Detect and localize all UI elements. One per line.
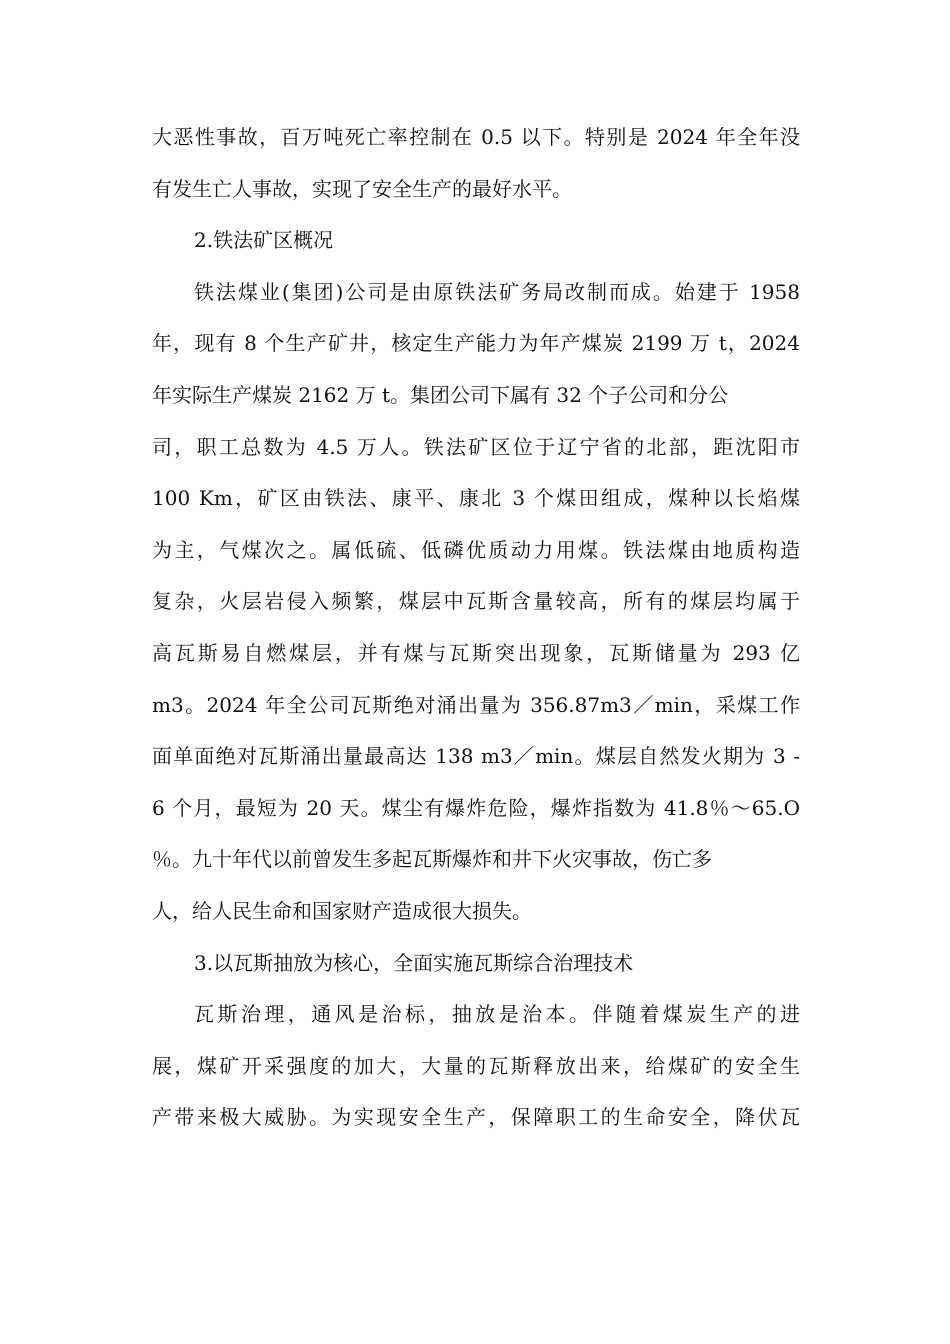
paragraph-line: 高瓦斯易自燃煤层，并有煤与瓦斯突出现象，瓦斯储量为 293 亿 — [152, 640, 800, 665]
section-heading: 3.以瓦斯抽放为核心，全面实施瓦斯综合治理技术 — [194, 950, 634, 975]
paragraph-line: 大恶性事故，百万吨死亡率控制在 0.5 以下。特别是 2024 年全年没 — [152, 125, 800, 149]
paragraph-line: 司，职工总数为 4.5 万人。铁法矿区位于辽宁省的北部，距沈阳市 — [152, 434, 800, 459]
paragraph-line: 有发生亡人事故，实现了安全生产的最好水平。 — [152, 176, 572, 201]
paragraph-line: 面单面绝对瓦斯涌出量最高达 138 m3／min。煤层自然发火期为 3 - — [152, 744, 800, 769]
paragraph-line: m3。2024 年全公司瓦斯绝对涌出量为 356.87m3／min，采煤工作 — [152, 692, 800, 717]
paragraph-line: 产带来极大威胁。为实现安全生产，保障职工的生命安全，降伏瓦 — [152, 1105, 800, 1130]
paragraph-line: 铁法煤业(集团)公司是由原铁法矿务局改制而成。始建于 1958 — [194, 279, 800, 304]
paragraph-line: 瓦斯治理，通风是治标，抽放是治本。伴随着煤炭生产的进 — [194, 1002, 800, 1027]
paragraph-line: 人，给人民生命和国家财产造成很大损失。 — [152, 898, 532, 923]
document-body — [152, 112, 800, 1144]
paragraph-line: 展，煤矿开采强度的加大，大量的瓦斯释放出来，给煤矿的安全生 — [152, 1053, 800, 1078]
paragraph-line: 复杂，火层岩侵入频繁，煤层中瓦斯含量较高，所有的煤层均属于 — [152, 589, 800, 614]
paragraph-line: 年，现有 8 个生产矿井，核定生产能力为年产煤炭 2199 万 t，2024 — [152, 331, 800, 356]
paragraph-line: ％。九十年代以前曾发生多起瓦斯爆炸和井下火灾事故，伤亡多 — [152, 847, 712, 872]
paragraph-line: 为主，气煤次之。属低硫、低磷优质动力用煤。铁法煤由地质构造 — [152, 537, 800, 562]
paragraph-line: 100 Km，矿区由铁法、康平、康北 3 个煤田组成，煤种以长焰煤 — [152, 486, 800, 511]
section-heading: 2.铁法矿区概况 — [194, 228, 334, 253]
paragraph-line: 6 个月，最短为 20 天。煤尘有爆炸危险，爆炸指数为 41.8％～65.O — [152, 795, 800, 820]
paragraph-line: 年实际生产煤炭 2162 万 t。集团公司下属有 32 个子公司和分公 — [152, 382, 729, 407]
